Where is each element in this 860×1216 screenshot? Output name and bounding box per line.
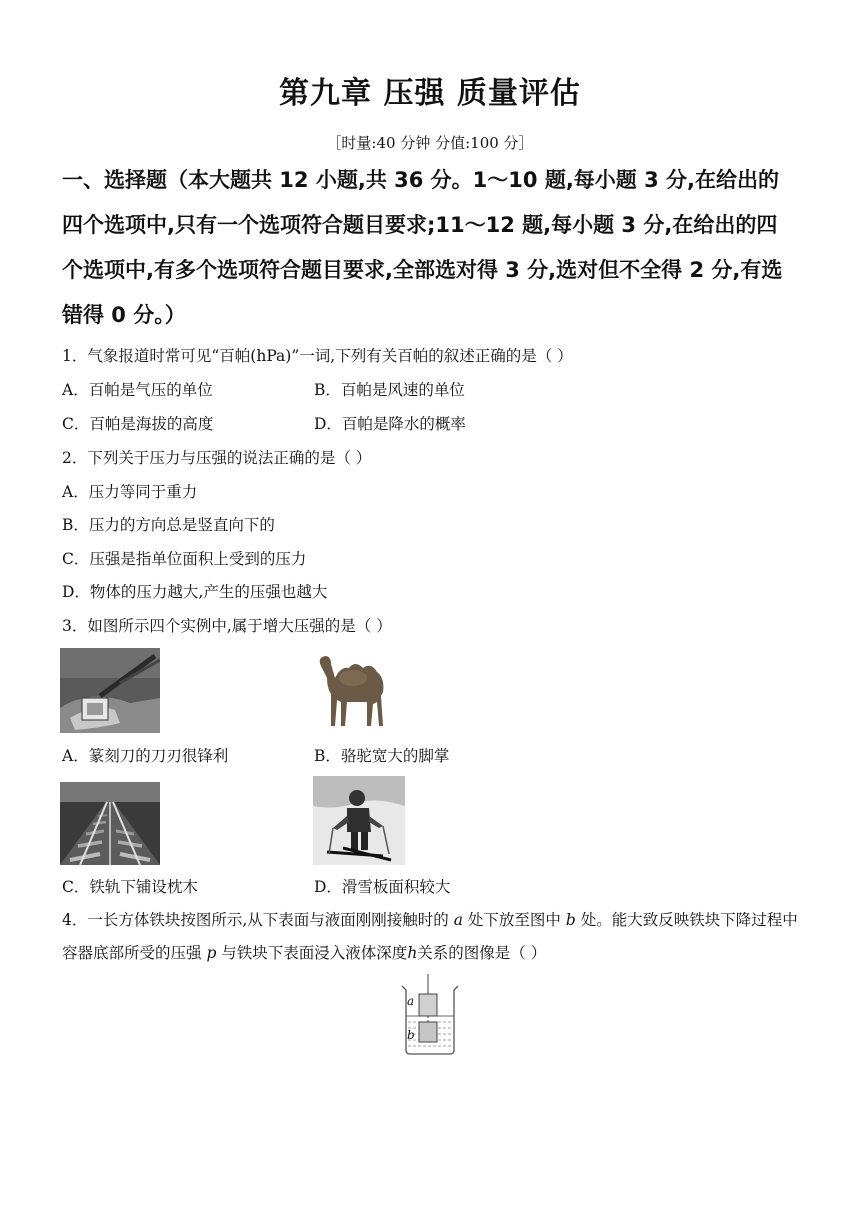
q4-var-a: a [453, 911, 463, 929]
railway-track-photo [60, 782, 160, 865]
question-3-option-b: B．骆驼宽大的脚掌 [314, 747, 450, 765]
question-2-option-d: D．物体的压力越大,产生的压强也越大 [62, 583, 328, 601]
q4-text-5: 关系的图像是（ ） [417, 944, 547, 962]
question-1-option-b: B．百帕是风速的单位 [314, 381, 465, 399]
exam-time-score: ［时量:40 分钟 分值:100 分］ [326, 134, 534, 152]
question-2-option-b: B．压力的方向总是竖直向下的 [62, 516, 275, 534]
q4-var-p: p [206, 944, 217, 962]
carving-knife-photo [60, 648, 160, 733]
question-1-option-d: D．百帕是降水的概率 [314, 415, 466, 433]
q4-text-1: 4．一长方体铁块按图所示,从下表面与液面刚刚接触时的 [62, 911, 454, 929]
beaker-iron-block-figure [396, 972, 462, 1062]
figure-label-a: a [407, 994, 415, 1008]
q4-text-2: 处下放至图中 [462, 911, 566, 929]
page-title: 第九章 压强 质量评估 [279, 76, 581, 111]
question-4-stem [62, 904, 798, 970]
q4-var-h: h [407, 944, 418, 962]
question-3-option-c: C．铁轨下铺设枕木 [62, 878, 198, 896]
question-2-option-c: C．压强是指单位面积上受到的压力 [62, 550, 307, 568]
question-3-option-d: D．滑雪板面积较大 [314, 878, 451, 896]
question-2-stem: 2．下列关于压力与压强的说法正确的是（ ） [62, 449, 372, 467]
q4-text-4: 与铁块下表面浸入液体深度 [216, 944, 408, 962]
question-3-stem: 3．如图所示四个实例中,属于增大压强的是（ ） [62, 617, 392, 635]
question-1-option-a: A．百帕是气压的单位 [62, 381, 213, 399]
q4-text-3: 处。能大致反映铁块下降过程中容器底部所受的压强 [62, 911, 798, 962]
question-1-option-c: C．百帕是海拔的高度 [62, 415, 214, 433]
skier-photo [313, 776, 405, 865]
figure-label-b: b [407, 1028, 415, 1042]
question-3-option-a: A．篆刻刀的刀刃很锋利 [62, 747, 229, 765]
q4-var-b: b [565, 911, 576, 929]
section-heading: 一、选择题（本大题共 12 小题,共 36 分。1～10 题,每小题 3 分,在给出的四个选项中,只有一个选项符合题目要求;11～12 题,每小题 3 分,在给出的四个选项中,有多个选项符合题目要求,全部选对得 3 分,选对但不全得 2 分,有选错得 0 分。） [62, 168, 783, 327]
question-2-option-a: A．压力等同于重力 [62, 483, 198, 501]
question-1-stem: 1．气象报道时常可见“百帕(hPa)”一词,下列有关百帕的叙述正确的是（ ） [62, 347, 573, 365]
camel-photo [313, 648, 398, 733]
